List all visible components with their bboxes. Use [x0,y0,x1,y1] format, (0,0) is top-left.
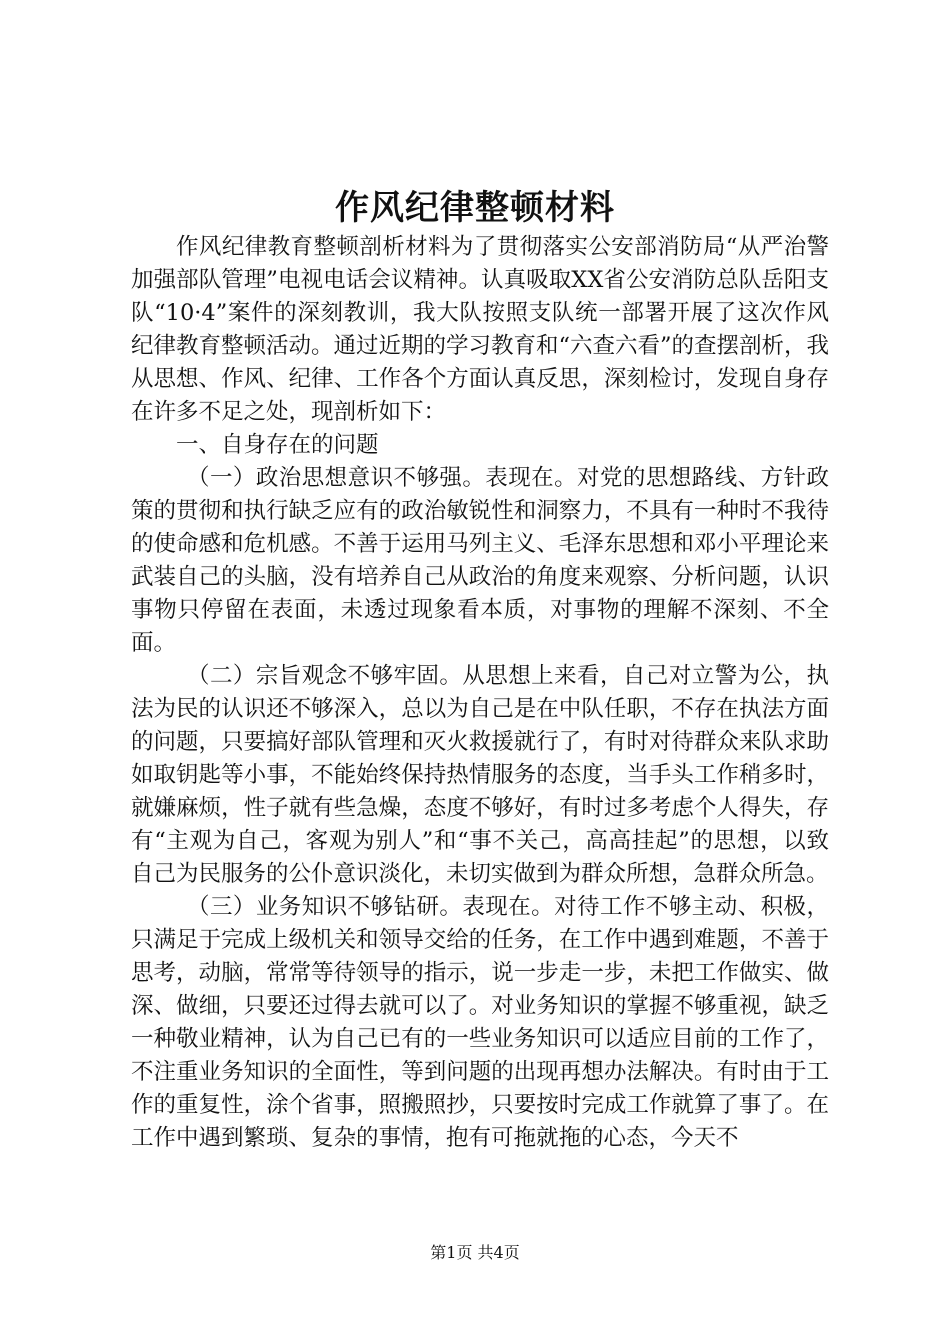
point-2-paragraph: （二）宗旨观念不够牢固。从思想上来看，自己对立警为公，执法为民的认识还不够深入，总以为自己是在中队任职，不存在执法方面的问题，只要搞好部队管理和灭火救援就行了，有时对待群众来队求助如取钥匙等小事，不能始终保持热情服务的态度，当手头工作稍多时，就嫌麻烦，性子就有些急燥，态度不够好，有时过多考虑个人得失，存有“主观为自己，客观为别人”和“事不关己，高高挂起”的思想，以致自己为民服务的公仆意识淡化，未切实做到为群众所想，急群众所急。 [131,663,829,887]
document-title: 作风纪律整顿材料 [335,188,615,228]
document-body [131,231,829,1155]
section-heading: 一、自身存在的问题 [176,432,379,458]
point-1-paragraph: （一）政治思想意识不够强。表现在。对党的思想路线、方针政策的贯彻和执行缺乏应有的政治敏锐性和洞察力，不具有一种时不我待的使命感和危机感。不善于运用马列主义、毛泽东思想和邓小平理论来武装自己的头脑，没有培养自己从政治的角度来观察、分析问题，认识事物只停留在表面，未透过现象看本质，对事物的理解不深刻、不全面。 [131,465,829,656]
point-3-paragraph: （三）业务知识不够钻研。表现在。对待工作不够主动、积极，只满足于完成上级机关和领导交给的任务，在工作中遇到难题，不善于思考，动脑，常常等待领导的指示，说一步走一步，未把工作做实、做深、做细，只要还过得去就可以了。对业务知识的掌握不够重视，缺乏一种敬业精神，认为自己已有的一些业务知识可以适应目前的工作了，不注重业务知识的全面性，等到问题的出现再想办法解决。有时由于工作的重复性，涂个省事，照搬照抄，只要按时完成工作就算了事了。在工作中遇到繁琐、复杂的事情，抱有可拖就拖的心态，今天不 [131,894,829,1151]
intro-paragraph: 作风纪律教育整顿剖析材料为了贯彻落实公安部消防局“从严治警加强部队管理”电视电话会议精神。认真吸取XX省公安消防总队岳阳支队“10·4”案件的深刻教训，我大队按照支队统一部署开展了这次作风纪律教育整顿活动。通过近期的学习教育和“六查六看”的查摆剖析，我从思想、作风、纪律、工作各个方面认真反思，深刻检讨，发现自身存在许多不足之处，现剖析如下： [131,234,830,425]
page-number-footer: 第1页 共4页 [430,1243,520,1262]
